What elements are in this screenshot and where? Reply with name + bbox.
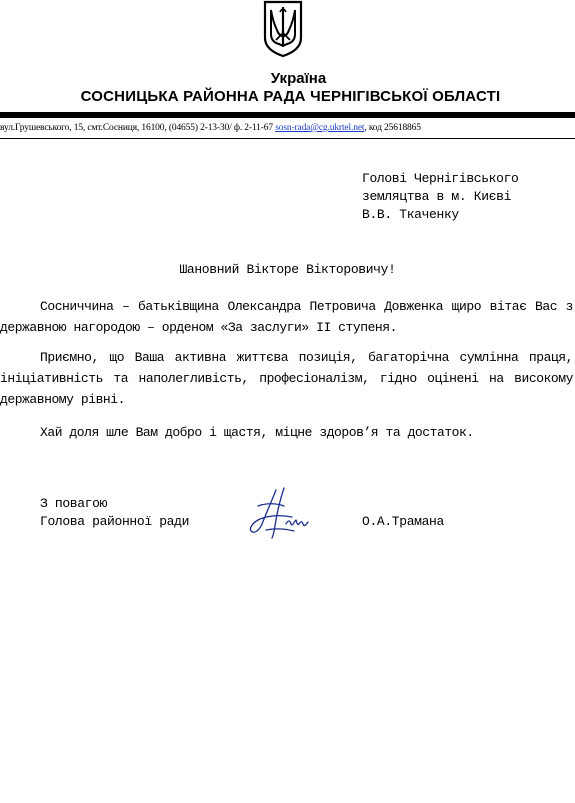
header-divider-thick xyxy=(0,112,575,118)
addressee-line-3: В.В. Ткаченку xyxy=(362,207,459,222)
country-name: Україна xyxy=(270,70,327,87)
header-divider-thin xyxy=(0,138,575,139)
contact-code: , код 25618865 xyxy=(364,123,421,133)
addressee-line-2: земляцтва в м. Києві xyxy=(362,189,512,204)
email-link[interactable]: sosn-rada@cg.ukrtel.net xyxy=(275,123,365,133)
signature-icon xyxy=(246,484,312,540)
contact-line xyxy=(0,123,575,133)
body-paragraph-2: Приємно, що Ваша активна життєва позиція, багаторічна сумлінна праця, ініціативність та наполегливість, професіоналізм, гідно оцінені на високому державному рівні. xyxy=(0,350,573,407)
contact-address: вул.Грушевського, 15, смт.Сосниця, 16100, (04655) 2-13-30/ ф. 2-11-67 xyxy=(0,123,276,133)
trident-emblem-icon xyxy=(262,0,304,58)
signer-name: О.А.Трамана xyxy=(362,514,444,529)
addressee-line-1: Голові Чернігівського xyxy=(362,171,519,186)
salutation: Шановний Вікторе Вікторовичу! xyxy=(179,262,396,277)
signer-position: Голова районної ради xyxy=(40,514,190,529)
closing-regards: З повагою xyxy=(40,496,108,511)
body-paragraph-3: Хай доля шле Вам добро і щастя, міцне здоров’я та достаток. xyxy=(40,425,474,440)
body-paragraph-1: Сосниччина – батьківщина Олександра Петровича Довженка щиро вітає Вас з державною нагородою – орденом «За заслуги» ІІ ступеня. xyxy=(0,299,573,335)
council-title: СОСНИЦЬКА РАЙОННА РАДА ЧЕРНІГІВСЬКОЇ ОБЛАСТІ xyxy=(80,88,501,105)
